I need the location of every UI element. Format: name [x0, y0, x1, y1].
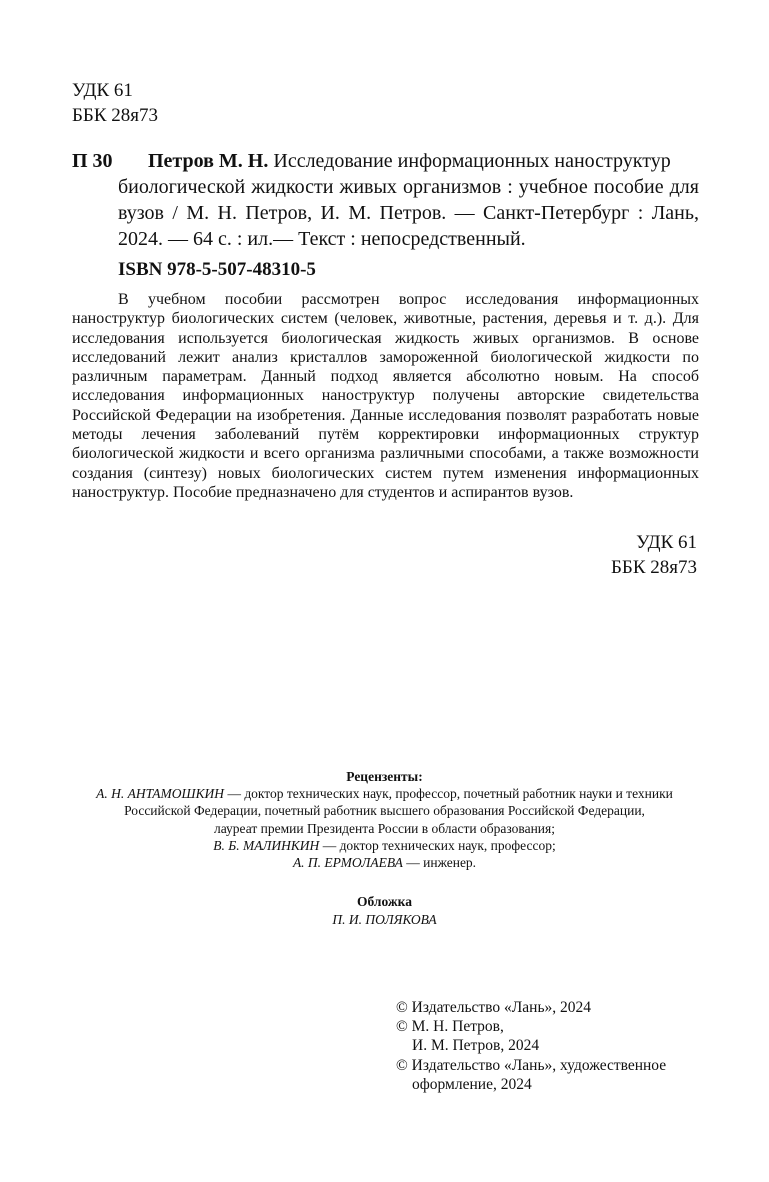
reviewer-1-desc: — доктор технических наук, профессор, почетный работник науки и техники: [224, 786, 673, 802]
annotation-text: В учебном пособии рассмотрен вопрос исследования информационных наноструктур биологических систем (человек, животные, растения, деревья и т. д.). Для исследования используется биологическая жидкость живых организмов. В основе исследований лежит анализ кристаллов замороженной биологической жидкости по различным параметрам. Данный подход является абсолютно новым. На способ исследования информационных наноструктур получены авторские свидетельства Российской Федерации на изобретения. Данные исследования позволят разработать новые методы лечения заболеваний путём корректировки информационных структур биологической жидкости и всего организма различными способами, а также возможности создания (синтезу) новых биологических систем путем изменения информационных наноструктур. Пособие предназначено для студентов и аспирантов вузов.: [72, 291, 699, 501]
cover-designer: П. И. ПОЛЯКОВА: [332, 911, 437, 927]
copyright-line-4: © Издательство «Лань», художественное: [396, 1056, 667, 1074]
reviewer-3: [40, 854, 729, 871]
reviewer-2-name: В. Б. МАЛИНКИН: [213, 837, 320, 853]
reviewer-2: [40, 837, 729, 854]
reviewer-1-name: А. Н. АНТАМОШКИН: [96, 786, 225, 802]
cover-heading: Обложка: [356, 894, 412, 909]
udk-bbk-footer: [611, 530, 697, 580]
reviewer-3-desc: — инженер.: [402, 855, 477, 871]
reviewer-1: [40, 785, 729, 802]
bibliographic-description: [118, 148, 699, 252]
copyright-line-3: И. М. Петров, 2024: [412, 1037, 540, 1055]
reviewers-block: [40, 768, 729, 871]
bbk-code-bottom: ББК 28я73: [611, 557, 697, 578]
udk-bbk-header: [72, 78, 158, 128]
isbn: ISBN 978-5-507-48310-5: [118, 259, 316, 280]
bbk-code: ББК 28я73: [72, 105, 158, 126]
reviewer-3-name: А. П. ЕРМОЛАЕВА: [292, 855, 403, 871]
cover-credit: [40, 893, 729, 928]
udk-code-bottom: УДК 61: [636, 532, 697, 553]
reviewer-1-desc-line-3: лауреат премии Президента России в области образования;: [214, 820, 555, 836]
copyright-block: [396, 998, 666, 1094]
description-rest: биологической жидкости живых организмов : учебное пособие для вузов / М. Н. Петров, И. М. Петров. — Санкт-Петербург : Лань, 2024. — 64 с. : ил.— Текст : непосредственный.: [118, 176, 699, 250]
reviewer-2-desc: — доктор технических наук, профессор;: [319, 837, 556, 853]
author-mark: П 30: [72, 150, 113, 172]
copyright-line-5: оформление, 2024: [412, 1075, 532, 1093]
copyright-line-2: © М. Н. Петров,: [396, 1018, 504, 1036]
title-start: Исследование информационных наноструктур: [273, 150, 671, 172]
copyright-line-1: © Издательство «Лань», 2024: [396, 999, 592, 1016]
reviewers-heading: Рецензенты:: [346, 769, 423, 784]
bibliographic-entry: [72, 148, 699, 252]
udk-code: УДК 61: [72, 80, 133, 101]
author-name: Петров М. Н.: [148, 150, 269, 172]
title-line: [118, 148, 699, 174]
reviewer-1-desc-line-2: Российской Федерации, почетный работник высшего образования Российской Федерации,: [124, 803, 645, 819]
